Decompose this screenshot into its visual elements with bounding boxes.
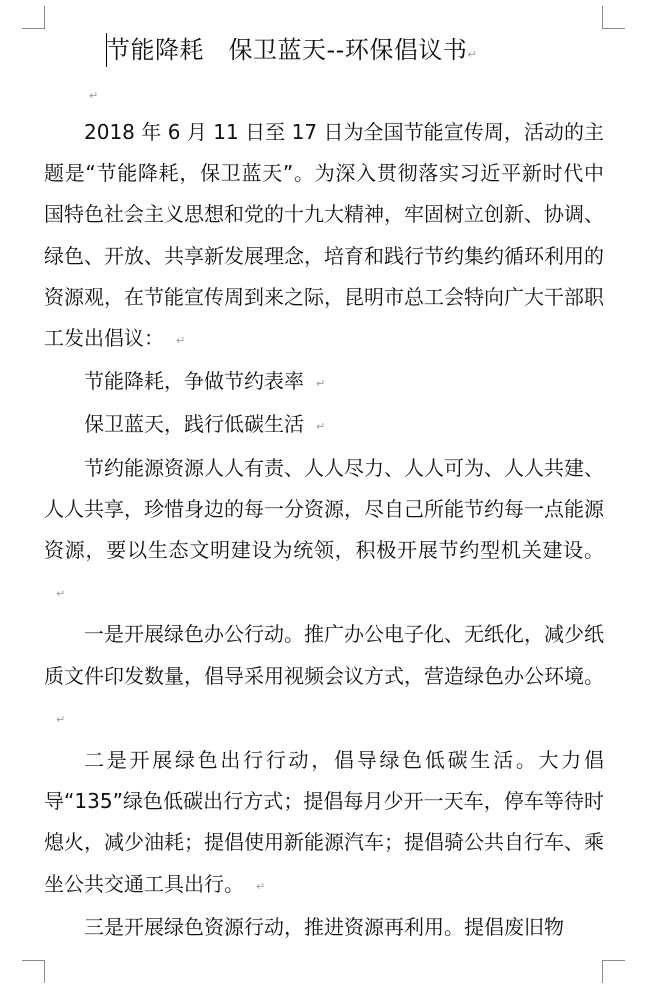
- paragraph-text: 节约能源资源人人有责、人人尽力、人人可为、人人共建、人人共享，珍惜身边的每一分资源，尽自己所能节约每一点能源资源，要以生态文明建设为统领，积极开展节约型机关建设。: [44, 455, 604, 563]
- paragraph-text: 节能降耗，争做节约表率: [84, 369, 304, 394]
- paragraph-mark-icon: ↵: [316, 420, 326, 434]
- paragraph[interactable]: [44, 404, 604, 447]
- paragraph[interactable]: [44, 614, 604, 740]
- crop-mark-bottom-right: [602, 960, 625, 983]
- document-body[interactable]: [44, 112, 604, 948]
- paragraph-text: 二是开展绿色出行行动，倡导绿色低碳生活。大力倡导“135”绿色低碳出行方式；提倡每月少开一天车，停车等待时熄火，减少油耗；提倡使用新能源汽车；提倡骑公共自行车、乘坐公共交通工具出行。: [44, 748, 604, 896]
- paragraph-text: 保卫蓝天，践行低碳生活: [84, 412, 304, 437]
- paragraph-mark-icon: ↵: [56, 712, 66, 726]
- paragraph-mark-icon: ↵: [89, 89, 99, 102]
- crop-mark-top-right: [602, 6, 625, 29]
- paragraph-text: 三是开展绿色资源行动，推进资源再利用。提倡废旧物: [84, 914, 564, 939]
- paragraph-mark-icon: ↵: [56, 587, 66, 601]
- paragraph-text: 2018 年 6 月 11 日至 17 日为全国节能宣传周，活动的主题是“节能降耗，保卫蓝天”。为深入贯彻落实习近平新时代中国特色社会主义思想和党的十九大精神，牢固树立创新、协调、绿色、开放、共享新发展理念，培育和践行节约集约循环利用的资源观，在节能宣传周到来之际，昆明市总工会特向广大干部职工发出倡议：: [44, 120, 604, 351]
- paragraph-mark-icon: ↵: [176, 334, 186, 348]
- paragraph-mark-icon: ↵: [467, 48, 477, 61]
- paragraph[interactable]: [44, 361, 604, 404]
- paragraph-mark-icon: ↵: [316, 377, 326, 391]
- paragraph-text: 一是开展绿色办公行动。推广办公电子化、无纸化，减少纸质文件印发数量，倡导采用视频会议方式，营造绿色办公环境。: [44, 622, 604, 688]
- crop-mark-bottom-left: [22, 960, 45, 983]
- paragraph[interactable]: [44, 112, 604, 361]
- paragraph[interactable]: [44, 448, 604, 615]
- paragraph-mark-icon: ↵: [256, 879, 266, 893]
- document-title-line[interactable]: [106, 28, 477, 72]
- paragraph[interactable]: [44, 907, 604, 948]
- empty-paragraph[interactable]: [89, 85, 98, 103]
- document-title[interactable]: 节能降耗 保卫蓝天--环保倡议书: [106, 36, 468, 64]
- paragraph[interactable]: [44, 740, 604, 907]
- crop-mark-top-left: [22, 6, 45, 29]
